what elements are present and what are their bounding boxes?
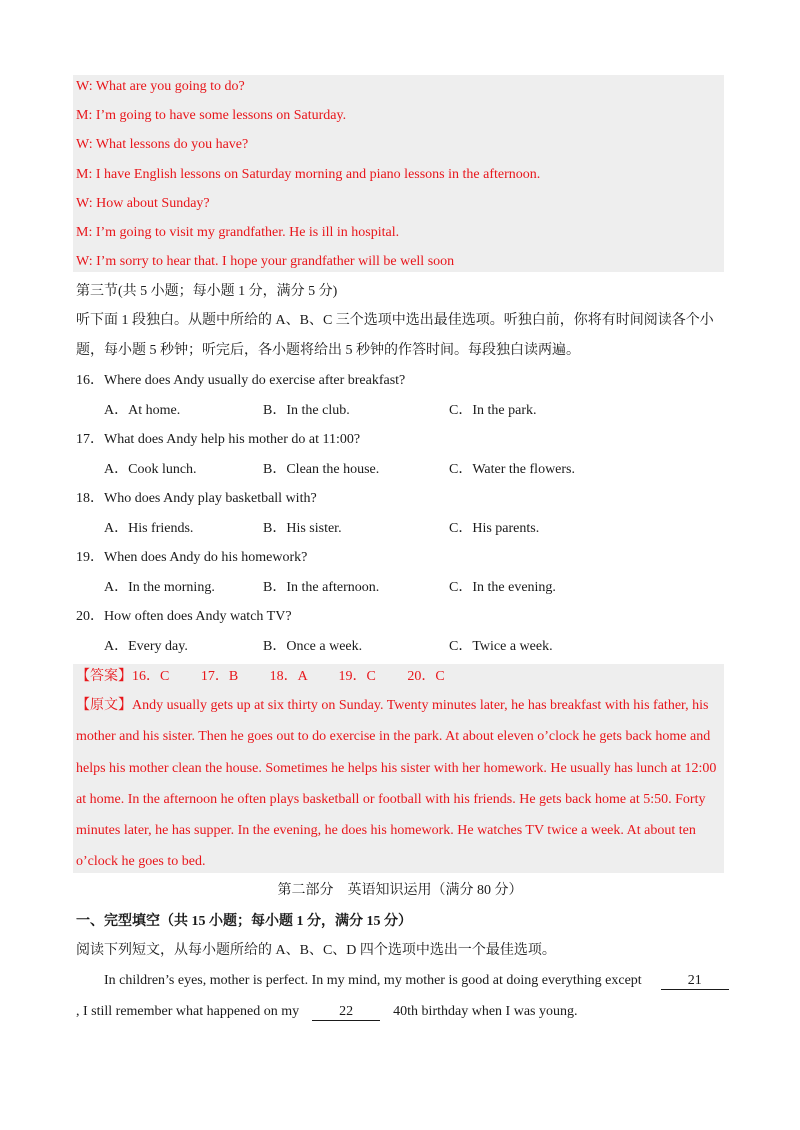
option-a: A．His friends. — [104, 521, 194, 536]
dialogue-line: W: What lessons do you have? — [76, 137, 249, 152]
transcript-line: 【原文】Andy usually gets up at six thirty on Sunday. Twenty minutes later, he has breakfast with his father, his — [76, 698, 709, 713]
option-a: A．Every day. — [104, 639, 188, 654]
passage-text: In children’s eyes, mother is perfect. In my mind, my mother is good at doing everything except — [104, 973, 642, 988]
option-c: C．His parents. — [449, 521, 540, 536]
option-b: B．Once a week. — [263, 639, 363, 654]
question-stem: 17．What does Andy help his mother do at 11:00? — [76, 432, 361, 447]
option-a: A．At home. — [104, 403, 181, 418]
blank-21: 21 — [661, 973, 729, 990]
dialogue-line: M: I’m going to visit my grandfather. He is ill in hospital. — [76, 225, 400, 240]
dialogue-line: W: What are you going to do? — [76, 79, 245, 94]
dialogue-line: W: How about Sunday? — [76, 196, 210, 211]
option-b: B．Clean the house. — [263, 462, 380, 477]
section3-instruction: 题，每小题 5 秒钟；听完后，各小题将给出 5 秒钟的作答时间。每段独白读两遍。 — [76, 343, 580, 358]
transcript-line: at home. In the afternoon he often plays basketball or football with his friends. He gets back home at 5:50. Forty — [76, 792, 706, 807]
answer-key: 【答案】16．C 17．B 18．A 19．C 20．C — [76, 669, 445, 684]
question-stem: 18．Who does Andy play basketball with? — [76, 491, 317, 506]
blank-22: 22 — [312, 1004, 380, 1021]
option-a: A．In the morning. — [104, 580, 215, 595]
transcript-line: o’clock he goes to bed. — [76, 854, 206, 869]
option-c: C．Twice a week. — [449, 639, 553, 654]
section3-instruction: 听下面 1 段独白。从题中所给的 A、B、C 三个选项中选出最佳选项。听独白前，你将有时间阅读各个小 — [76, 313, 714, 328]
option-b: B．In the afternoon. — [263, 580, 380, 595]
passage-line — [76, 1003, 577, 1021]
dialogue-line: M: I have English lessons on Saturday morning and piano lessons in the afternoon. — [76, 167, 541, 182]
passage-text: , I still remember what happened on my — [76, 1004, 300, 1019]
option-a: A．Cook lunch. — [104, 462, 197, 477]
transcript-line: helps his mother clean the house. Sometimes he helps his sister with her homework. He usually has lunch at 12:00 — [76, 761, 717, 776]
passage-text: 40th birthday when I was young. — [393, 1004, 578, 1019]
question-stem: 19．When does Andy do his homework? — [76, 550, 308, 565]
transcript-line: minutes later, he has supper. In the evening, he does his homework. He watches TV twice a week. At about ten — [76, 823, 696, 838]
question-stem: 16．Where does Andy usually do exercise after breakfast? — [76, 373, 406, 388]
cloze-heading: 一、完型填空（共 15 小题；每小题 1 分，满分 15 分） — [76, 914, 412, 929]
part2-title: 第二部分 英语知识运用（满分 80 分） — [277, 883, 523, 898]
passage-line — [104, 972, 729, 990]
dialogue-line: M: I’m going to have some lessons on Saturday. — [76, 108, 347, 123]
transcript-line: mother and his sister. Then he goes out to do exercise in the park. At about eleven o’clock he gets back home and — [76, 729, 711, 744]
question-stem: 20．How often does Andy watch TV? — [76, 609, 292, 624]
option-b: B．In the club. — [263, 403, 350, 418]
section3-heading: 第三节(共 5 小题；每小题 1 分，满分 5 分) — [76, 284, 338, 299]
cloze-instruction: 阅读下列短文，从每小题所给的 A、B、C、D 四个选项中选出一个最佳选项。 — [76, 943, 556, 958]
option-c: C．Water the flowers. — [449, 462, 575, 477]
option-c: C．In the park. — [449, 403, 537, 418]
dialogue-line: W: I’m sorry to hear that. I hope your grandfather will be well soon — [76, 254, 455, 269]
option-b: B．His sister. — [263, 521, 342, 536]
option-c: C．In the evening. — [449, 580, 556, 595]
